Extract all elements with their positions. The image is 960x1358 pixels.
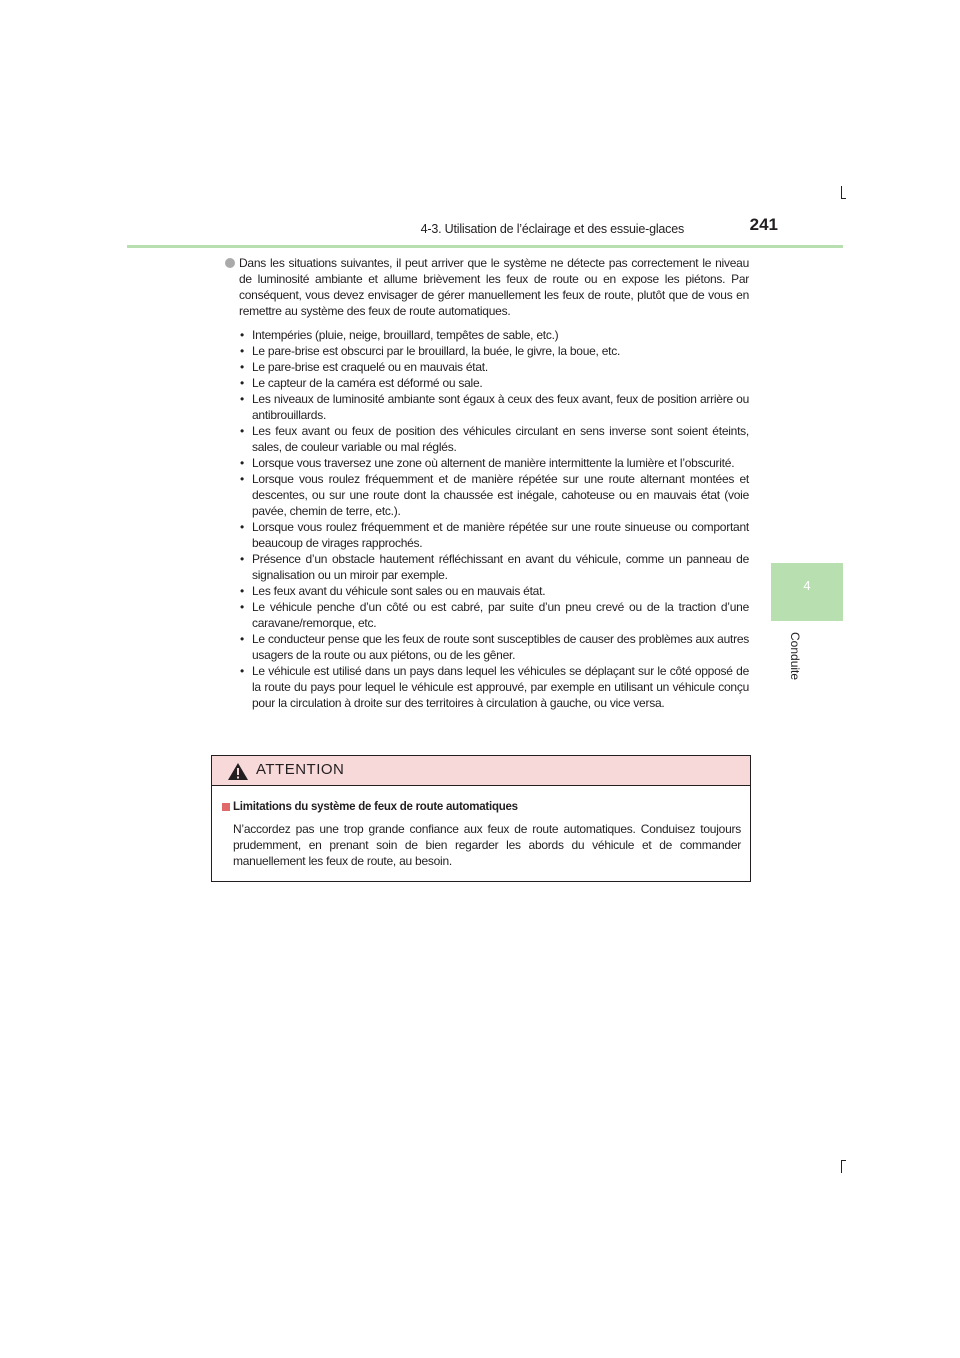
crop-mark-top-foot xyxy=(841,198,846,199)
list-item: • Le véhicule est utilisé dans un pays dans lequel les véhicules se déplaçant sur le côté opposé de la route du pays pour lequel le véhicule est approuvé, par exemple en utilisant un véhicule conçu pour la circulation à droite sur des territoires à circulation à gauche, ou vice versa. xyxy=(239,663,749,711)
attention-subheading-text: Limitations du système de feux de route automatiques xyxy=(233,801,518,813)
attention-title: ATTENTION xyxy=(256,761,345,778)
square-bullet-icon xyxy=(222,803,230,811)
list-item: • Les niveaux de luminosité ambiante sont égaux à ceux des feux avant, feux de position arrière ou antibrouillards. xyxy=(239,391,749,423)
crop-mark-bottom-foot xyxy=(841,1160,846,1161)
list-item: • Les feux avant du véhicule sont sales ou en mauvais état. xyxy=(239,583,749,599)
attention-body xyxy=(212,786,750,869)
list-item: • Le capteur de la caméra est déformé ou sale. xyxy=(239,375,749,391)
list-item: • Le conducteur pense que les feux de route sont susceptibles de causer des problèmes aux autres usagers de la route ou aux piétons, ou de les gêner. xyxy=(239,631,749,663)
main-content xyxy=(225,255,749,711)
list-item: • Les feux avant ou feux de position des véhicules circulant en sens inverse sont soient éteints, sales, de couleur variable ou mal réglés. xyxy=(239,423,749,455)
attention-header xyxy=(212,756,750,786)
list-item: • Présence d’un obstacle hautement réfléchissant en avant du véhicule, comme un panneau de signalisation ou un miroir par exemple. xyxy=(239,551,749,583)
header-rule xyxy=(127,245,843,248)
list-item: • Lorsque vous roulez fréquemment et de manière répétée sur une route alternant montées et descentes, ou sur une route dont la chaussée est inégale, cahoteuse ou en mauvais état (voie pavée, chemin de terre, etc.). xyxy=(239,471,749,519)
page-number: 241 xyxy=(749,215,778,234)
intro-paragraph xyxy=(225,255,749,319)
crop-mark-bottom xyxy=(841,1160,842,1173)
list-item: • Lorsque vous traversez une zone où alternent de manière intermittente la lumière et l’obscurité. xyxy=(239,455,749,471)
attention-box xyxy=(211,755,751,882)
warning-triangle-icon xyxy=(227,762,249,781)
attention-text: N’accordez pas une trop grande confiance aux feux de route automatiques. Conduisez toujours prudemment, en prenant soin de bien regarder les abords du véhicule et de commander manuellement les feux de route, au besoin. xyxy=(233,822,741,868)
chapter-number: 4 xyxy=(803,578,811,593)
attention-subheading xyxy=(222,799,741,815)
list-item: • Le pare-brise est craquelé ou en mauvais état. xyxy=(239,359,749,375)
list-item: • Lorsque vous roulez fréquemment et de manière répétée sur une route sinueuse ou comportant beaucoup de virages rapprochés. xyxy=(239,519,749,551)
condition-list xyxy=(225,327,749,711)
section-title: 4-3. Utilisation de l’éclairage et des essuie-glaces xyxy=(420,222,684,236)
list-item: • Le pare-brise est obscurci par le brouillard, la buée, le givre, la boue, etc. xyxy=(239,343,749,359)
list-item: • Intempéries (pluie, neige, brouillard, tempêtes de sable, etc.) xyxy=(239,327,749,343)
circle-bullet-icon xyxy=(225,258,235,268)
intro-text: Dans les situations suivantes, il peut arriver que le système ne détecte pas correctement le niveau de luminosité ambiante et allume brièvement les feux de route ou en expose les piétons. Par conséquent, vous devez envisager de gérer manuellement les feux de route, plutôt que de vous en remettre au système des feux de route automatiques. xyxy=(239,256,749,318)
chapter-label: Conduite xyxy=(788,632,802,681)
list-item: • Le véhicule penche d’un côté ou est cabré, par suite d’un pneu crevé ou de la traction d’une caravane/remorque, etc. xyxy=(239,599,749,631)
